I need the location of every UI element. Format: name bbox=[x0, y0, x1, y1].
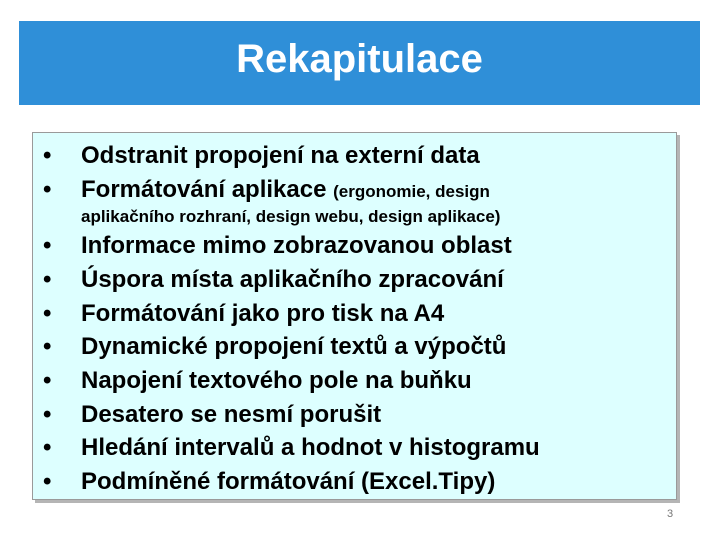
page-number: 3 bbox=[667, 508, 674, 520]
bullet-marker: • bbox=[43, 468, 52, 495]
bullet-text: Hledání intervalů a hodnot v histogramu bbox=[81, 434, 540, 461]
bullet-text: Dynamické propojení textů a výpočtů bbox=[81, 333, 507, 360]
bullet-note-continuation: aplikačního rozhraní, design webu, design aplikace) bbox=[81, 207, 501, 226]
bullet-text: Formátování aplikace bbox=[81, 176, 327, 203]
bullet-text: Napojení textového pole na buňku bbox=[81, 367, 472, 394]
bullet-marker: • bbox=[43, 434, 52, 461]
content-box bbox=[32, 132, 677, 500]
bullet-text-line bbox=[81, 176, 490, 206]
bullet-text: Úspora místa aplikačního zpracování bbox=[81, 266, 504, 293]
bullet-marker: • bbox=[43, 401, 52, 428]
bullet-marker: • bbox=[43, 300, 52, 327]
bullet-text: Formátování jako pro tisk na A4 bbox=[81, 300, 445, 327]
bullet-text: Desatero se nesmí porušit bbox=[81, 401, 382, 428]
title-bar bbox=[19, 21, 700, 105]
bullet-text: Odstranit propojení na externí data bbox=[81, 142, 480, 169]
bullet-marker: • bbox=[43, 333, 52, 360]
bullet-text: Podmíněné formátování (Excel.Tipy) bbox=[81, 468, 496, 495]
bullet-marker: • bbox=[43, 266, 52, 293]
bullet-text: Informace mimo zobrazovanou oblast bbox=[81, 232, 512, 259]
bullet-marker: • bbox=[43, 176, 52, 203]
slide-title: Rekapitulace bbox=[236, 36, 483, 81]
bullet-note: (ergonomie, design bbox=[333, 182, 490, 201]
bullet-marker: • bbox=[43, 367, 52, 394]
bullet-marker: • bbox=[43, 232, 52, 259]
bullet-marker: • bbox=[43, 142, 52, 169]
